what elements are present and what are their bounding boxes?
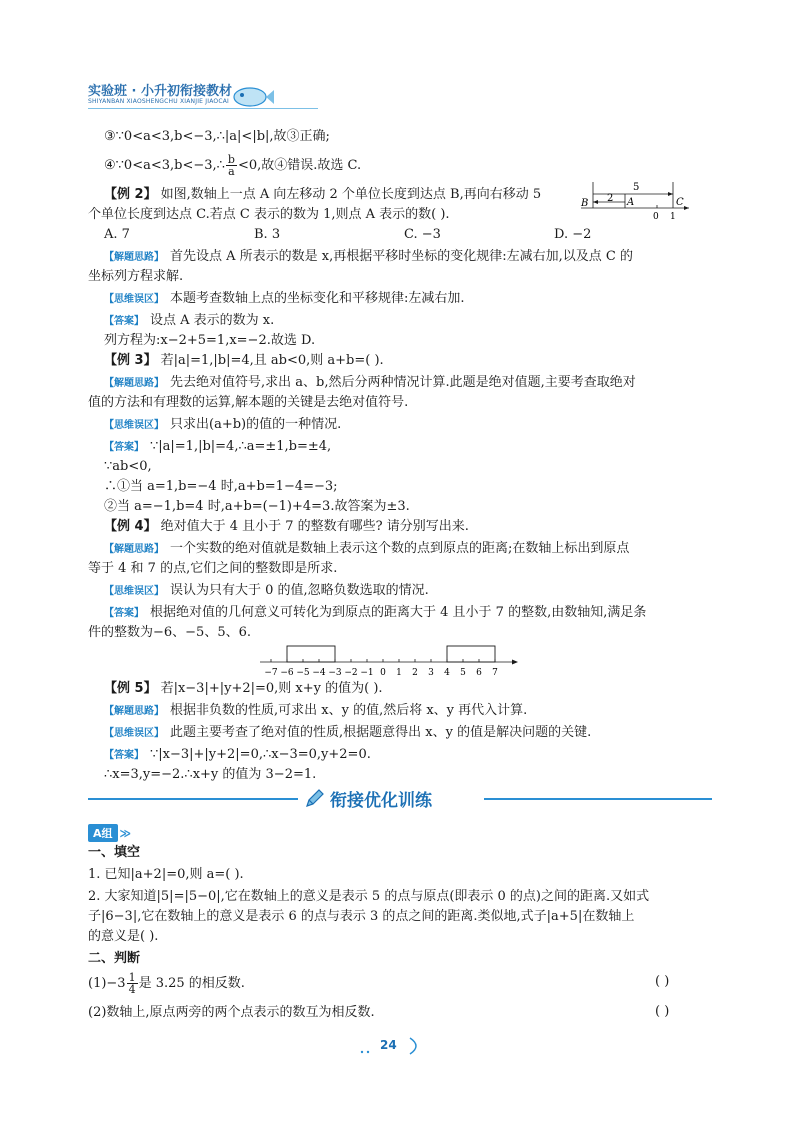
ex4-err-tag: 【思维误区】 <box>104 586 164 597</box>
header-title: 实验班 · 小升初衔接教材 <box>88 84 232 99</box>
ex2-q1: 如图,数轴上一点 A 向左移动 2 个单位长度到达点 B,再向右移动 5 <box>160 187 542 202</box>
judge-section-title: 二、判断 <box>88 951 141 966</box>
ex4-number-line <box>260 640 520 680</box>
header-pinyin: SHIYANBAN XIAOSHENGCHU XIANJIE JIAOCAI <box>88 98 229 105</box>
ex4-err <box>104 582 429 601</box>
ex3-err <box>104 416 341 435</box>
judge-1-answer-blank[interactable]: ( ) <box>655 974 670 989</box>
exercise-2-line-2: 子|6−3|,它在数轴上的意义是表示 6 的点与表示 3 的点之间的距离.类似地,式子|a+5|在数轴上 <box>88 909 635 924</box>
ex3-ans-3: ∴①当 a=1,b=−4 时,a+b=1−4=−3; <box>104 479 338 494</box>
ex5-err-text: 此题主要考查了绝对值的性质,根据题意得出 x、y 的值是解决问题的关键. <box>170 725 592 740</box>
axis-tick-label: 1 <box>396 668 402 678</box>
axis-tick-label: 4 <box>444 668 450 678</box>
ex2-ans-text: 设点 A 表示的数为 x. <box>150 313 275 328</box>
ex2-ans-2: 列方程为:x−2+5=1,x=−2.故选 D. <box>104 333 316 348</box>
exercise-2-line-3: 的意义是( ). <box>88 929 159 944</box>
fig-zero: 0 <box>653 212 659 220</box>
j1-num: 1 <box>128 971 136 984</box>
ex4-q: 绝对值大于 4 且小于 7 的整数有哪些? 请分别写出来. <box>160 519 469 534</box>
judge-1 <box>88 972 245 995</box>
axis-tick-label: −7 <box>264 668 278 678</box>
ex5-question <box>104 680 383 698</box>
ex4-question <box>104 518 469 536</box>
solution-line-4-b: <0,故④错误.故选 C. <box>237 158 362 173</box>
ex5-ans-2: ∴x=3,y=−2.∴x+y 的值为 3−2=1. <box>104 767 317 782</box>
ex2-option-b: B. 3 <box>254 227 281 242</box>
ex2-question-1 <box>104 186 541 204</box>
ex2-think-tag: 【解题思路】 <box>104 252 164 263</box>
j1-den: 4 <box>128 983 136 996</box>
ex2-ans-tag: 【答案】 <box>104 316 144 327</box>
ex3-ans-tag: 【答案】 <box>104 442 144 453</box>
ex5-ans-tag: 【答案】 <box>104 750 144 761</box>
section-rule-right <box>484 798 712 800</box>
axis-tick-label: 3 <box>428 668 434 678</box>
ex4-ans-2: 件的整数为−6、−5、5、6. <box>88 625 252 640</box>
axis-tick-label: 6 <box>476 668 482 678</box>
axis-tick-label: −2 <box>344 668 358 678</box>
fish-logo-icon <box>228 82 274 112</box>
ex2-option-a: A. 7 <box>104 227 130 242</box>
ex2-err-tag: 【思维误区】 <box>104 294 164 305</box>
axis-tick-label: −4 <box>312 668 326 678</box>
ex5-err <box>104 724 591 743</box>
fig-one: 1 <box>670 212 676 220</box>
page-number: 24 <box>380 1038 397 1052</box>
ex3-q: 若|a|=1,|b|=4,且 ab<0,则 a+b=( ). <box>160 353 384 368</box>
ex2-think-2: 坐标列方程求解. <box>88 269 184 284</box>
ex5-err-tag: 【思维误区】 <box>104 728 164 739</box>
fig-point-b: B <box>581 198 589 209</box>
exercise-1: 1. 已知|a+2|=0,则 a=( ). <box>88 867 244 882</box>
ex2-option-c: C. −3 <box>404 227 441 242</box>
axis-tick-label: 2 <box>412 668 418 678</box>
ex5-ans-1 <box>104 746 371 765</box>
axis-tick-label: 5 <box>460 668 466 678</box>
group-label: A组 <box>88 824 118 842</box>
ex5-think <box>104 702 527 721</box>
ex3-ans-1 <box>104 438 331 457</box>
fig-label-5: 5 <box>633 182 640 193</box>
exercise-2-line-1: 2. 大家知道|5|=|5−0|,它在数轴上的意义是表示 5 的点与原点(即表示 0 的点)之间的距离.又如式 <box>88 889 650 904</box>
ex4-label: 【例 4】 <box>104 519 157 534</box>
ex4-think-2: 等于 4 和 7 的点,它们之间的整数即是所求. <box>88 561 338 576</box>
fraction-one-quarter <box>127 972 138 995</box>
ex5-q: 若|x−3|+|y+2|=0,则 x+y 的值为( ). <box>160 681 383 696</box>
axis-tick-label: 7 <box>492 668 498 678</box>
group-arrow-icon: ≫ <box>119 827 132 840</box>
ex3-question <box>104 352 384 370</box>
fig-label-2: 2 <box>607 193 614 204</box>
fig-point-a: A <box>627 197 635 208</box>
ex2-think-text: 首先设点 A 所表示的数是 x,再根据平移时坐标的变化规律:左减右加,以及点 C 的 <box>170 249 633 264</box>
ex3-ans-text: ∵|a|=1,|b|=4,∴a=±1,b=±4, <box>150 439 332 454</box>
ex3-ans-2: ∵ab<0, <box>104 459 152 474</box>
ex4-ans-1 <box>104 604 646 623</box>
ex3-err-tag: 【思维误区】 <box>104 420 164 431</box>
axis-tick-label: 0 <box>380 668 386 678</box>
ex3-think-1 <box>104 374 636 393</box>
axis-tick-label: −5 <box>296 668 310 678</box>
header-rule <box>88 108 318 109</box>
ex2-err <box>104 290 465 309</box>
axis-tick-label: −6 <box>280 668 294 678</box>
ex2-option-d: D. −2 <box>554 227 592 242</box>
ex2-err-text: 本题考查数轴上点的坐标变化和平移规律:左减右加. <box>170 291 465 306</box>
solution-line-4-a: ④∵0<a<3,b<−3,∴ <box>104 158 225 173</box>
ex3-label: 【例 3】 <box>104 353 157 368</box>
ex3-think-2: 值的方法和有理数的运算,解本题的关键是去绝对值符号. <box>88 395 409 410</box>
section-title: 衔接优化训练 <box>330 791 432 811</box>
group-a-badge <box>88 822 131 842</box>
ex2-label: 【例 2】 <box>104 187 157 202</box>
ex3-err-text: 只求出(a+b)的值的一种情况. <box>170 417 342 432</box>
axis-tick-label: −1 <box>360 668 374 678</box>
section-rule-left <box>88 798 298 800</box>
pen-icon <box>303 786 327 810</box>
ex2-question-2: 个单位长度到达点 C.若点 C 表示的数为 1,则点 A 表示的数( ). <box>88 207 450 222</box>
ex5-ans-text: ∵|x−3|+|y+2|=0,∴x−3=0,y+2=0. <box>150 747 371 762</box>
ex3-think-tag: 【解题思路】 <box>104 378 164 389</box>
ex5-think-text: 根据非负数的性质,可求出 x、y 的值,然后将 x、y 再代入计算. <box>170 703 528 718</box>
judge-1-b: 是 3.25 的相反数. <box>138 976 245 991</box>
ex2-number-line-figure <box>575 172 693 220</box>
ex4-think-1 <box>104 540 629 559</box>
ex4-ans-tag: 【答案】 <box>104 608 144 619</box>
fraction-b-over-a <box>226 154 237 177</box>
frac-den: a <box>228 165 235 178</box>
judge-2: (2)数轴上,原点两旁的两个点表示的数互为相反数. <box>88 1005 375 1020</box>
frac-num: b <box>227 153 235 166</box>
ex4-think-text: 一个实数的绝对值就是数轴上表示这个数的点到原点的距离;在数轴上标出到原点 <box>170 541 630 556</box>
ex2-think-1 <box>104 248 633 267</box>
ex5-label: 【例 5】 <box>104 681 157 696</box>
ex4-err-text: 误认为只有大于 0 的值,忽略负数选取的情况. <box>170 583 429 598</box>
fill-section-title: 一、填空 <box>88 845 141 860</box>
judge-2-answer-blank[interactable]: ( ) <box>655 1004 670 1019</box>
judge-1-a: (1)−3 <box>88 976 126 991</box>
ex4-ans-text: 根据绝对值的几何意义可转化为到原点的距离大于 4 且小于 7 的整数,由数轴知,满足条 <box>150 605 647 620</box>
ex3-ans-4: ②当 a=−1,b=4 时,a+b=(−1)+4=3.故答案为±3. <box>104 499 410 514</box>
fig-point-c: C <box>676 197 684 208</box>
solution-line-4 <box>104 154 361 177</box>
solution-line-3: ③∵0<a<3,b<−3,∴|a|<|b|,故③正确; <box>104 129 330 144</box>
ex3-think-text: 先去绝对值符号,求出 a、b,然后分两种情况计算.此题是绝对值题,主要考查取绝对 <box>170 375 636 390</box>
axis-tick-label: −3 <box>328 668 342 678</box>
ex4-think-tag: 【解题思路】 <box>104 544 164 555</box>
ex5-think-tag: 【解题思路】 <box>104 706 164 717</box>
ex2-ans-1 <box>104 312 274 331</box>
